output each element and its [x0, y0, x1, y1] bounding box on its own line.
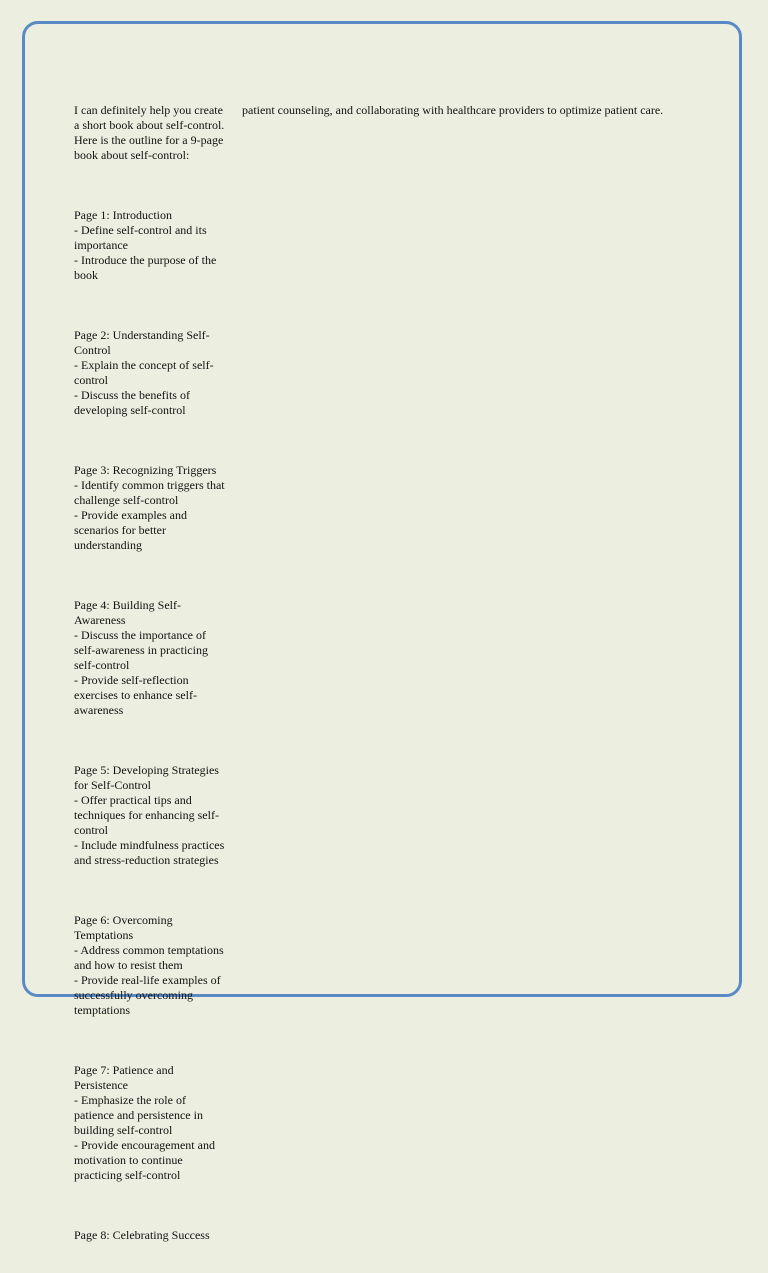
outline-page-6: Page 6: Overcoming Temptations - Address common temptations and how to resist them - Provide real-life examples of successfully overcoming temptations — [74, 913, 224, 1017]
outline-page-8: Page 8: Celebrating Success — [74, 1228, 210, 1242]
outline-page-2: Page 2: Understanding Self-Control - Explain the concept of self-control - Discuss the benefits of developing self-control — [74, 328, 214, 417]
outline-page-7: Page 7: Patience and Persistence - Emphasize the role of patience and persistence in building self-control - Provide encouragement and motivation to continue practicing self-control — [74, 1063, 215, 1182]
outline-page-4: Page 4: Building Self-Awareness - Discuss the importance of self-awareness in practicing self-control - Provide self-reflection exercises to enhance self-awareness — [74, 598, 208, 717]
intro-paragraph: I can definitely help you create a short book about self-control. Here is the outline for a 9-page book about self-control: — [74, 103, 228, 162]
outline-page-5: Page 5: Developing Strategies for Self-Control - Offer practical tips and techniques for enhancing self-control - Include mindfulness practices and stress-reduction strategies — [74, 763, 225, 867]
left-text-column — [74, 73, 226, 1273]
continuation-paragraph: patient counseling, and collaborating with healthcare providers to optimize patient care. — [242, 103, 664, 117]
outline-page-3: Page 3: Recognizing Triggers - Identify common triggers that challenge self-control - Provide examples and scenarios for better understanding — [74, 463, 225, 552]
outline-page-1: Page 1: Introduction - Define self-control and its importance - Introduce the purpose of the book — [74, 208, 217, 282]
right-text-column — [242, 73, 722, 148]
